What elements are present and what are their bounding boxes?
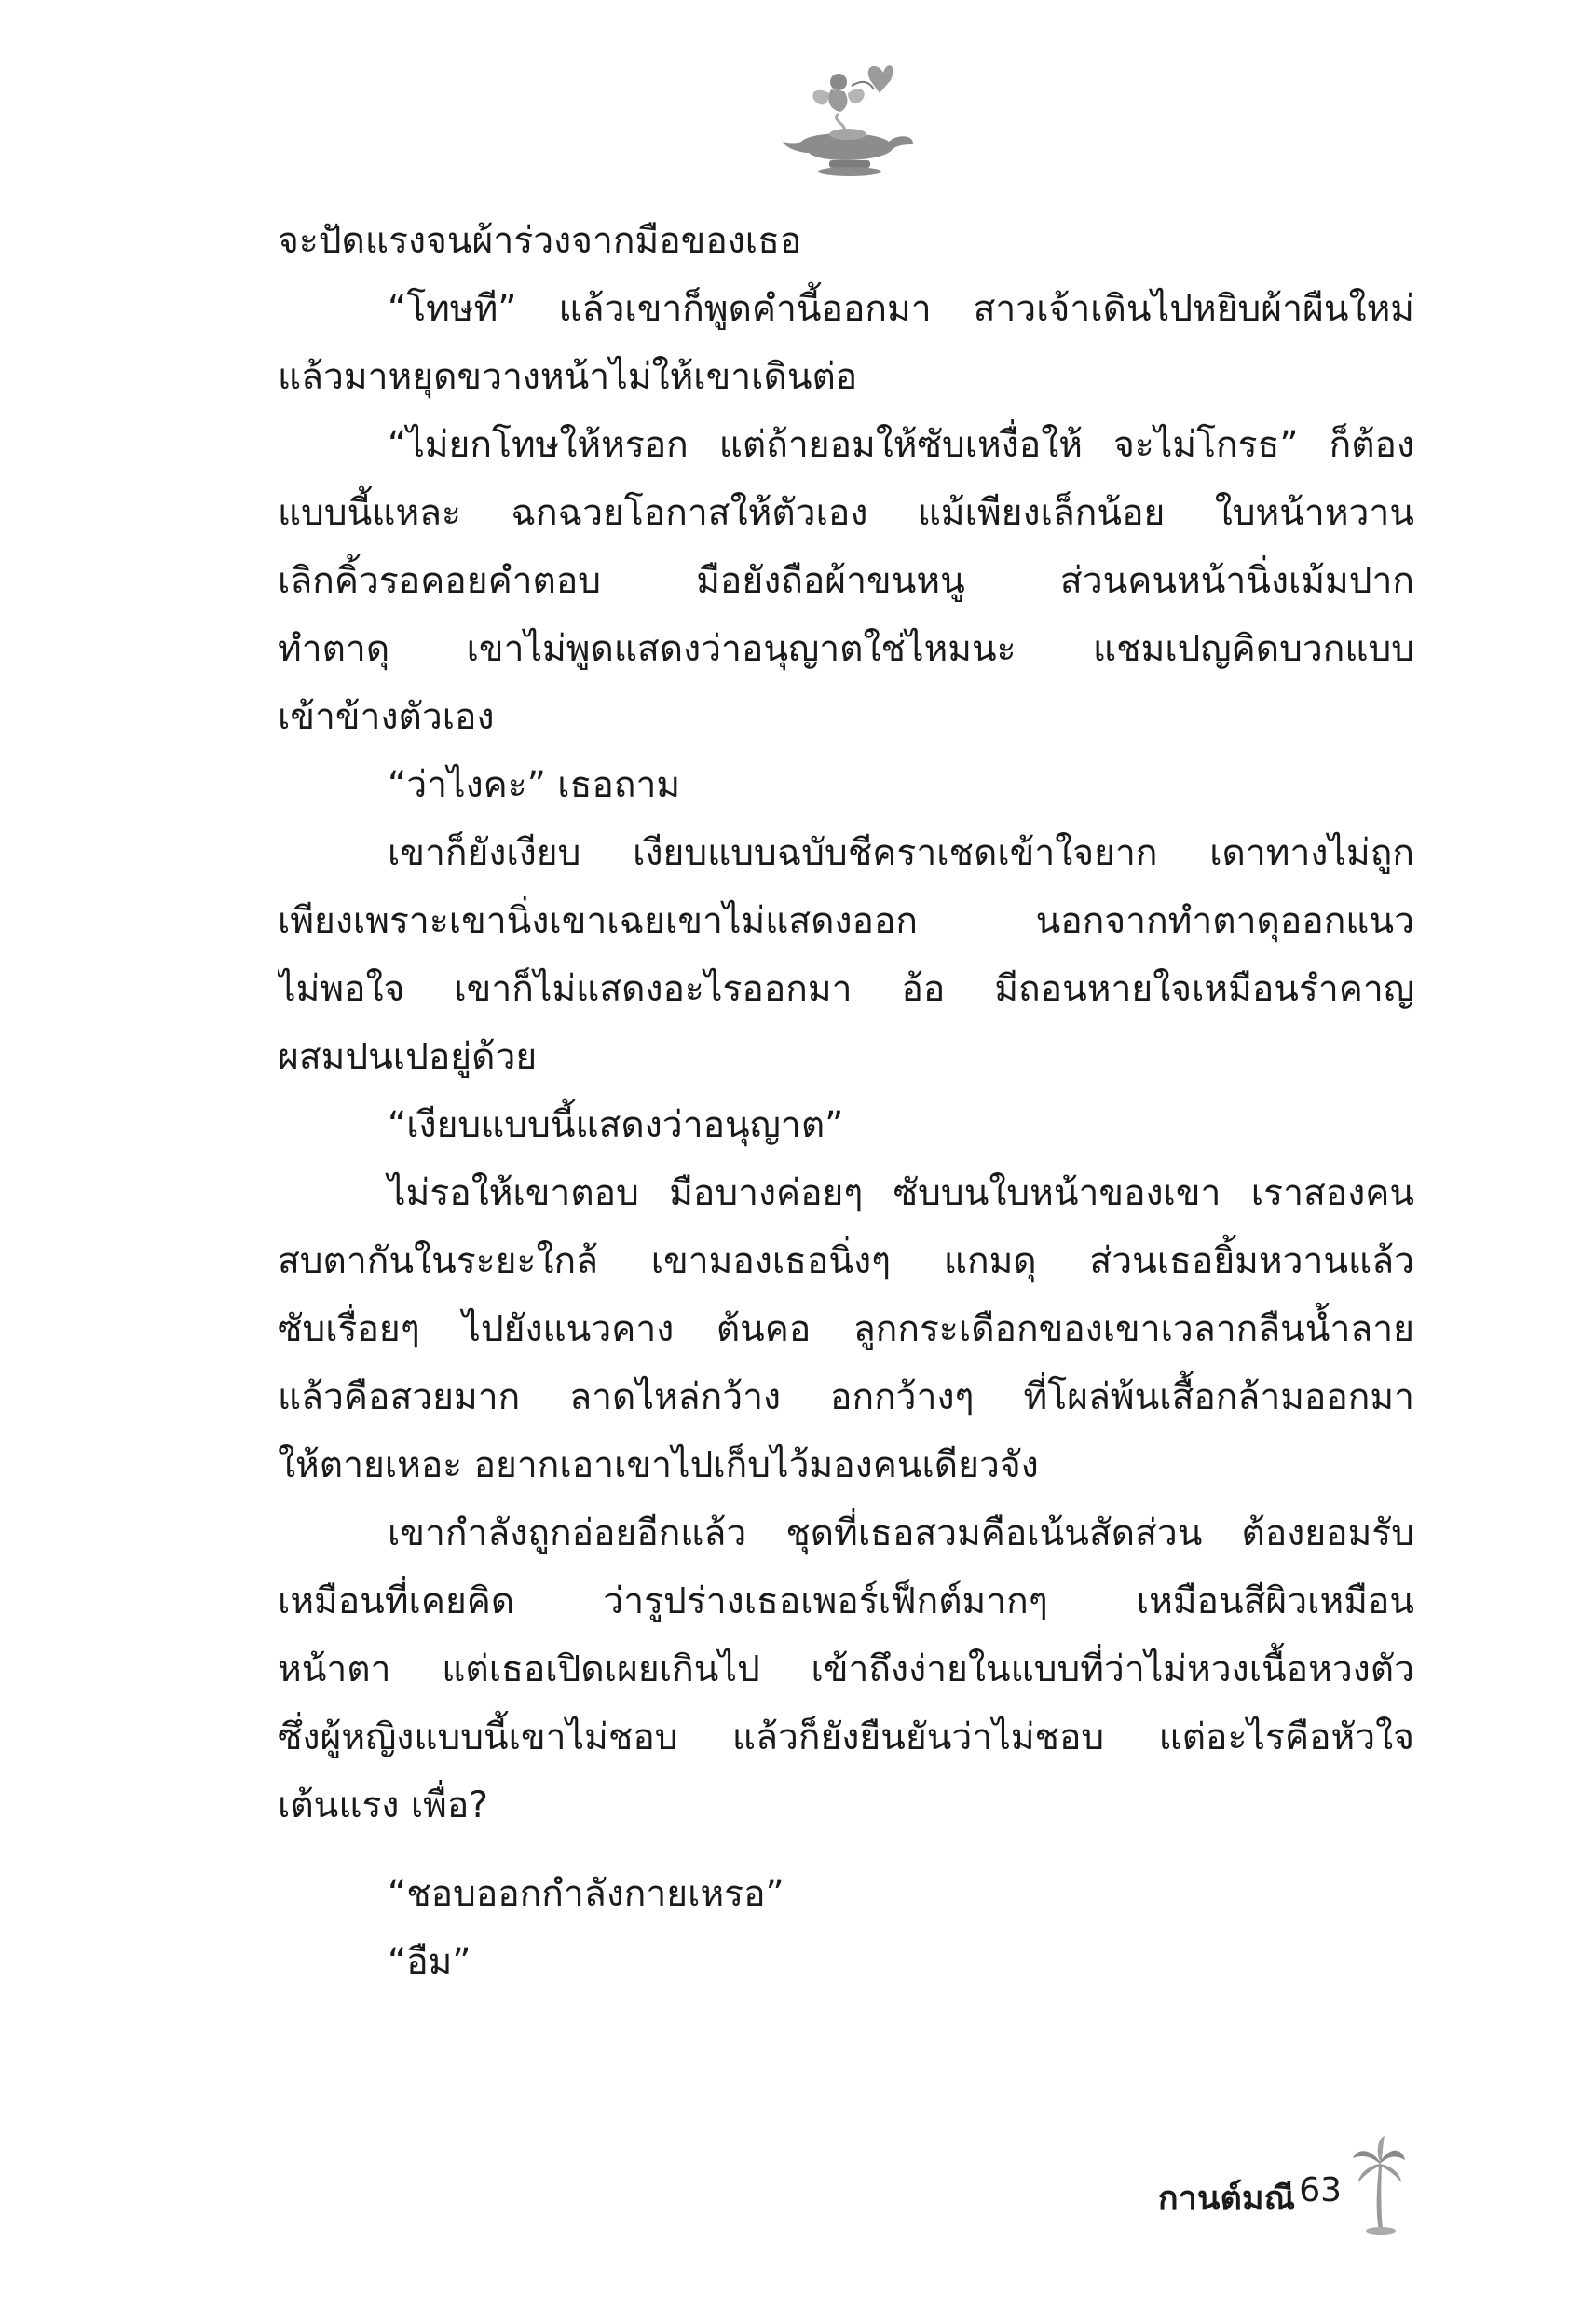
text-line: ซึ่งผู้หญิงแบบนี้เขาไม่ชอบ แล้วก็ยังยืนยันว่าไม่ชอบ แต่อะไรคือหัวใจ <box>278 1716 1414 1758</box>
text-line: เพียงเพราะเขานิ่งเขาเฉยเขาไม่แสดงออก นอกจากทำตาดุออกแนว <box>278 900 1414 942</box>
text-line: ไม่รอให้เขาตอบ มือบางค่อยๆ ซับบนใบหน้าของเขา เราสองคน <box>388 1172 1414 1214</box>
text-line: เหมือนที่เคยคิด ว่ารูปร่างเธอเพอร์เฟ็กต์มากๆ เหมือนสีผิวเหมือน <box>278 1580 1414 1622</box>
text-line: เขาก็ยังเงียบ เงียบแบบฉบับชีคราเชดเข้าใจยาก เดาทางไม่ถูก <box>388 832 1414 874</box>
text-line: ซับเรื่อยๆ ไปยังแนวคาง ต้นคอ ลูกกระเดือกของเขาเวลากลืนน้ำลาย <box>278 1308 1414 1350</box>
text-line: “ไม่ยกโทษให้หรอก แต่ถ้ายอมให้ซับเหงื่อให้ จะไม่โกรธ” ก็ต้อง <box>388 424 1414 466</box>
text-line: แล้วคือสวยมาก ลาดไหล่กว้าง อกกว้างๆ ที่โผล่พ้นเสื้อกล้ามออกมา <box>278 1376 1414 1418</box>
text-line: สบตากันในระยะใกล้ เขามองเธอนิ่งๆ แกมดุ ส่วนเธอยิ้มหวานแล้ว <box>278 1240 1414 1282</box>
text-line: “อืม” <box>388 1941 471 1983</box>
text-line: ผสมปนเปอยู่ด้วย <box>278 1036 538 1078</box>
page-footer <box>1071 2134 1444 2246</box>
text-line: เลิกคิ้วรอคอยคำตอบ มือยังถือผ้าขนหนู ส่วนคนหน้านิ่งเม้มปาก <box>278 560 1414 602</box>
text-line: แล้วมาหยุดขวางหน้าไม่ให้เขาเดินต่อ <box>278 356 858 398</box>
book-title: กานต์มณี <box>1157 2180 1295 2218</box>
text-line: ไม่พอใจ เขาก็ไม่แสดงอะไรออกมา อ้อ มีถอนหายใจเหมือนรำคาญ <box>278 968 1414 1010</box>
text-line: “ชอบออกกำลังกายเหรอ” <box>388 1873 784 1915</box>
page-body-text <box>278 207 1414 1996</box>
text-line: จะปัดแรงจนผ้าร่วงจากมือของเธอ <box>278 220 802 262</box>
text-line: “เงียบแบบนี้แสดงว่าอนุญาต” <box>388 1104 844 1146</box>
text-line: ทำตาดุ เขาไม่พูดแสดงว่าอนุญาตใช่ไหมนะ แชมเปญคิดบวกแบบ <box>278 628 1414 670</box>
genie-lamp-with-cupid-icon <box>773 56 922 177</box>
text-line: “ว่าไงคะ” เธอถาม <box>388 764 681 806</box>
palm-tree-icon <box>1351 2134 1407 2236</box>
text-line: เข้าข้างตัวเอง <box>278 696 495 738</box>
text-line: แบบนี้แหละ ฉกฉวยโอกาสให้ตัวเอง แม้เพียงเล็กน้อย ใบหน้าหวาน <box>278 492 1414 534</box>
text-line: หน้าตา แต่เธอเปิดเผยเกินไป เข้าถึงง่ายในแบบที่ว่าไม่หวงเนื้อหวงตัว <box>278 1648 1414 1690</box>
text-line: ให้ตายเหอะ อยากเอาเขาไปเก็บไว้มองคนเดียวจัง <box>278 1444 1039 1486</box>
page-number: 63 <box>1299 2171 1342 2209</box>
text-line: เขากำลังถูกอ่อยอีกแล้ว ชุดที่เธอสวมคือเน้นสัดส่วน ต้องยอมรับ <box>388 1512 1414 1554</box>
text-line: เต้นแรง เพื่อ? <box>278 1785 489 1826</box>
text-line: “โทษที” แล้วเขาก็พูดคำนี้ออกมา สาวเจ้าเดินไปหยิบผ้าผืนใหม่ <box>388 288 1414 330</box>
